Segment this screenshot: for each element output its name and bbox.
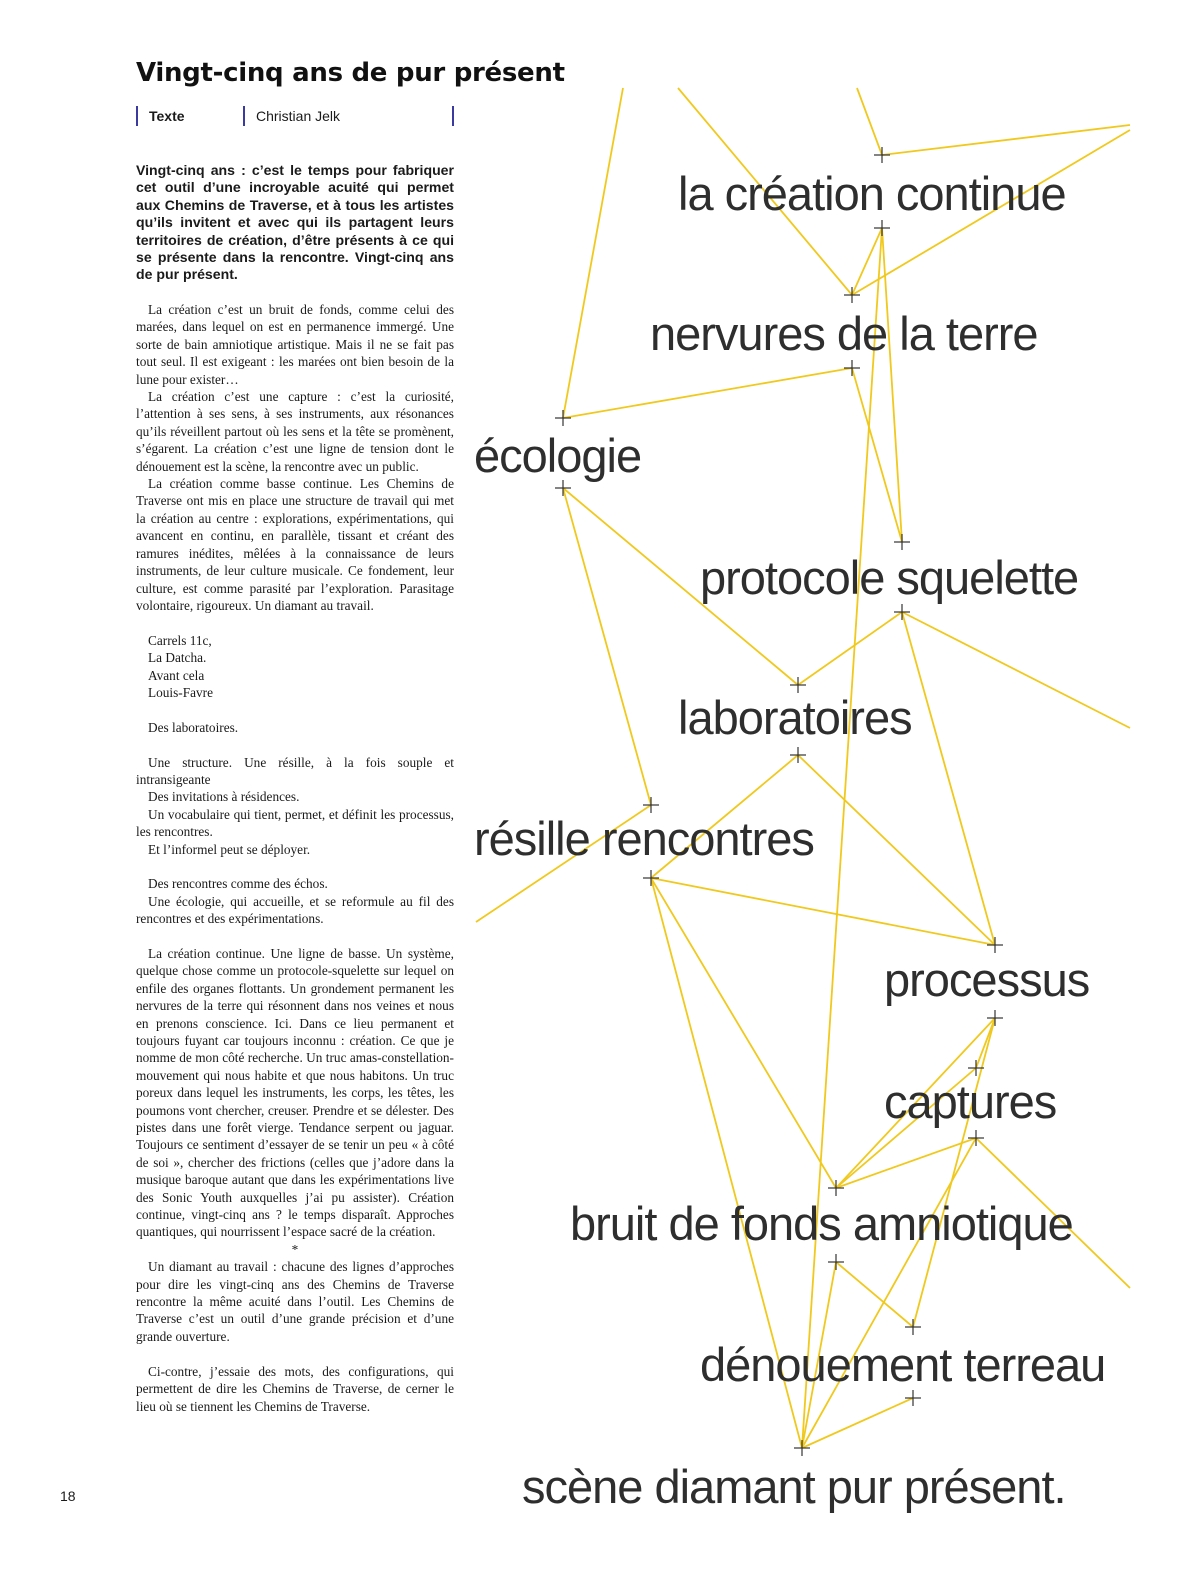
credit-author: Christian Jelk [256,108,341,124]
diagram-word: écologie [474,429,642,482]
verse-line: Avant cela [148,667,205,683]
verse-line: Louis-Favre [148,684,213,700]
connection-line [902,612,1130,728]
verse-line: Une structure. Une résille, à la fois souple et intransigeante [136,754,454,787]
connection-line [651,878,995,945]
credit-role: Texte [149,108,185,124]
connection-line [563,88,623,418]
cross-marker [905,1390,921,1406]
connection-line [882,228,902,542]
verse-line: Des invitations à résidences. [148,789,300,805]
connection-line [802,1138,976,1448]
connection-line [798,612,902,685]
verse-line: Un vocabulaire qui tient, permet, et définit les processus, les rencontres. [136,806,454,840]
connection-line [802,1398,913,1448]
cross-marker [643,797,659,813]
cross-marker [894,534,910,550]
verse-line: Carrels 11c, [148,632,212,648]
connection-line [836,1138,976,1188]
connection-line [913,1018,995,1327]
diagram-word: nervures de la terre [650,307,1038,360]
connection-line [651,878,836,1188]
connection-line [857,88,882,155]
diagram-word: bruit de fonds amniotique [570,1197,1073,1250]
body-paragraph: Ci-contre, j’essaie des mots, des configurations, qui permettent de dire les Chemins de Traverse, de cerner le lieu où se tiennent les Chemins de Traverse. [136,1363,454,1414]
connection-line [802,228,882,1448]
body-paragraph: La création c’est une capture : c’est la curiosité, l’attention à ses sens, à ses instruments, aux résonances qu’ils réveillent partout où les sens et la tête se promènent, s’égarent. La création c’est une ligne de tension dont le dénouement est la scène, la rencontre avec un public. [136,389,454,474]
verse-line: Et l’informel peut se déployer. [148,841,311,857]
body-paragraph: La création continue. Une ligne de basse. Un système, quelque chose comme un protocole-squelette sur lequel on enfile des organes flottants. Un grondement permanent les nervures de la terre qui résonnent dans nos veines et nous en prenons conscience. Ici. Dans ce lieu permanent et toujours fuyant car toujours inconnu : création. Ce que je nomme de mon côté recherche. Un truc amas-constellation-mouvement qui nous habite et que nous habitons. Un truc poreux dans lequel les instruments, les corps, les têtes, les poumons vont chercher, creuser. Prendre et se délester. Des pistes dans une forêt vierge. Tendance serpent ou jaguar. Toujours ce sentiment d’essayer de se tenir un peu « à côté de soi », chercher des frictions (celles que j’adore dans la musique baroque autant que dans les expérimentations live des Sonic Youth auxquelles j’ai pu assister). Création continue, vingt-cinq ans ? le temps disparaît. Approches quantiques, qui nourrissent l’espace sacré de la création. [136,945,454,1240]
connection-line [976,1018,995,1068]
cross-marker [555,410,571,426]
connection-line [852,368,902,542]
cross-marker [874,147,890,163]
body-paragraph: Un diamant au travail : chacune des lignes d’approches pour dire les vingt-cinq ans des Chemins de Traverse rencontre la même acuité dans l’outil. Les Chemins de Traverse c’est un outil d’une grande précision et d’une grande ouverture. [136,1259,454,1344]
body-paragraph: La création c’est un bruit de fonds, comme celui des marées, dans lequel on est en permanence immergé. Une sorte de bain amniotique artistique. Mais il ne se fait pas tout seul. Il est exigeant : les marées ont bien besoin de la lune pour exister… [136,302,454,387]
section-separator: * [291,1241,299,1257]
verse-line: Des laboratoires. [148,719,239,735]
diagram-word: la création continue [678,167,1066,220]
lead-paragraph: Vingt-cinq ans : c’est le temps pour fabriquer cet outil d’une incroyable acuité qui permet aux Chemins de Traverse, et à tous les artistes qu’ils invitent et avec qui ils partagent leurs territoires de création, d’être présents à ce qui se présente dans la rencontre. Vingt-cinq ans de pur présent. [136,162,454,283]
verse-line: Des rencontres comme des échos. [148,876,328,892]
connection-line [902,612,995,945]
diagram-word: protocole squelette [700,551,1079,604]
connection-line [563,488,651,805]
diagram-word: résille rencontres [474,812,814,865]
page-number: 18 [60,1488,76,1504]
cross-marker [874,220,890,236]
diagram-word: scène diamant pur présent. [522,1460,1066,1513]
diagram-word: captures [884,1075,1057,1128]
body-paragraph: La création comme basse continue. Les Chemins de Traverse ont mis en place une structure de travail qui met la création au centre : explorations, expérimentations, qui avancent en continu, en parallèle, tissant et créant des ramures inédites, mêlées à la connaissance de leurs instruments, de leur culture musicale. Ce fondement, leur culture, est comme parasité par l’exploration. Parasitage volontaire, rigoureux. Un diamant au travail. [136,476,454,613]
diagram-word: laboratoires [678,691,912,744]
article-title: Vingt-cinq ans de pur présent [136,58,565,88]
diagram-word: dénouement terreau [700,1338,1106,1391]
cross-marker [894,604,910,620]
cross-marker [794,1440,810,1456]
connection-line [798,755,995,945]
connection-line [563,368,852,418]
verse-line: Une écologie, qui accueille, et se reformule au fil des rencontres et des expérimentations. [136,893,454,927]
diagram-word: processus [884,953,1090,1006]
cross-marker [844,360,860,376]
verse-line: La Datcha. [148,650,207,666]
connection-line [882,125,1130,155]
